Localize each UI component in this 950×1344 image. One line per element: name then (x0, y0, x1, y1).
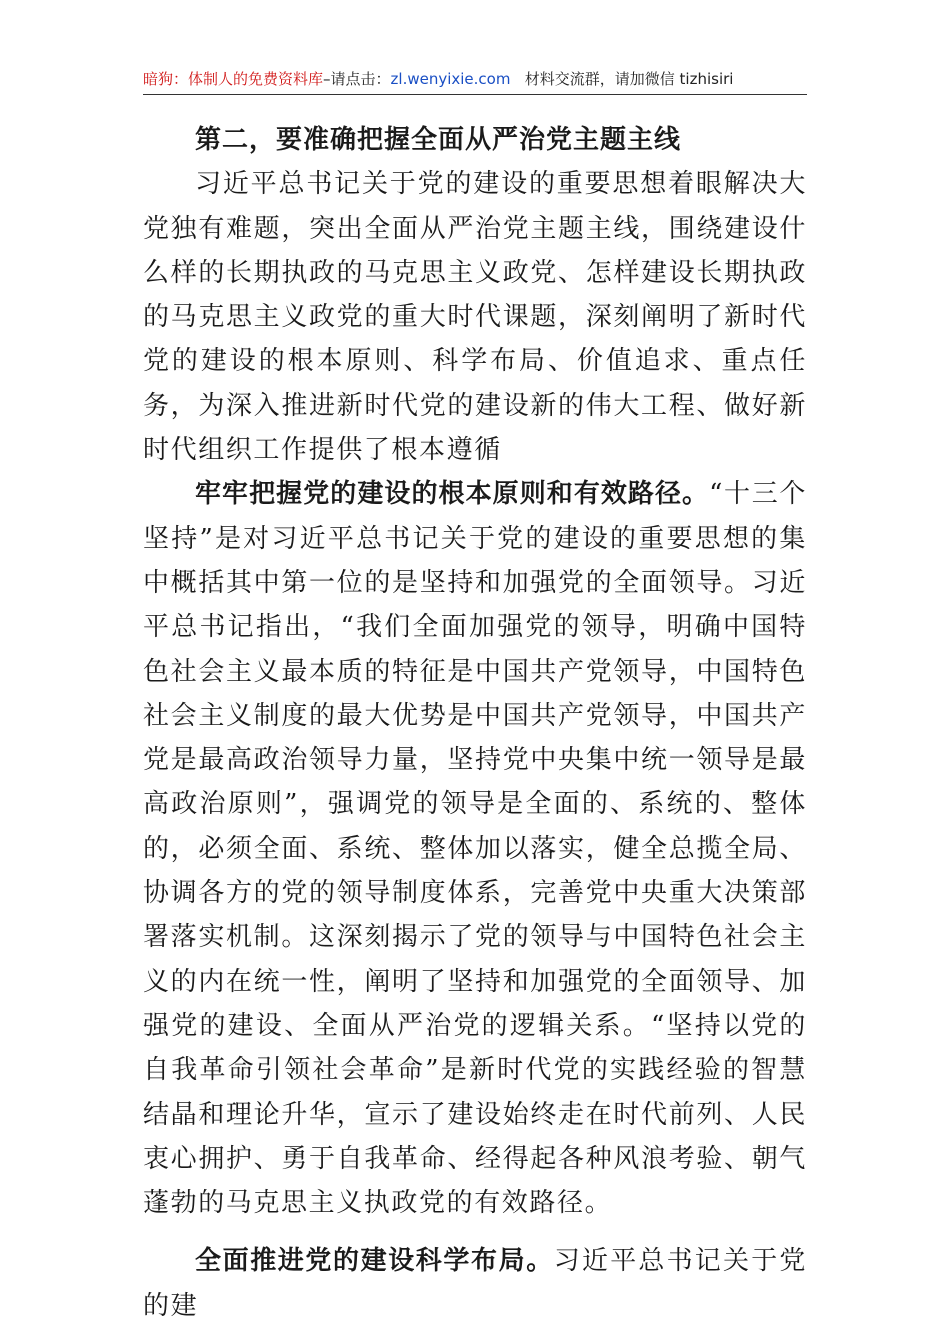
page-header (143, 66, 807, 95)
paragraph-3 (143, 1239, 807, 1328)
paragraph-2-body: “十三个坚持”是对习近平总书记关于党的建设的重要思想的集中概括其中第一位的是坚持和加强党的全面领导。习近平总书记指出，“我们全面加强党的领导，明确中国特色社会主义最本质的特征是中国共产党领导，中国特色社会主义制度的最大优势是中国共产党领导，中国共产党是最高政治领导力量，坚持党中央集中统一领导是最高政治原则”，强调党的领导是全面的、系统的、整体的，必须全面、系统、整体加以落实，健全总揽全局、协调各方的党的领导制度体系，完善党中央重大决策部署落实机制。这深刻揭示了党的领导与中国特色社会主义的内在统一性，阐明了坚持和加强党的全面领导、加强党的建设、全面从严治党的逻辑关系。“坚持以党的自我革命引领社会革命”是新时代党的实践经验的智慧结晶和理论升华，宣示了建设始终走在时代前列、人民衷心拥护、勇于自我革命、经得起各种风浪考验、朝气蓬勃的马克思主义执政党的有效路径。 (143, 479, 807, 1219)
header-contact: 材料交流群，请加微信 tizhisiri (524, 70, 734, 88)
document-body (143, 118, 807, 1328)
paragraph-2 (143, 472, 807, 1225)
header-brand: 暗狗：体制人的免费资料库 (143, 70, 324, 88)
section-heading: 第二，要准确把握全面从严治党主题主线 (195, 125, 682, 155)
header-dash: –请点击： (323, 70, 391, 88)
header-link[interactable]: zl.wenyixie.com (390, 70, 511, 88)
paragraph-3-lead: 全面推进党的建设科学布局。 (195, 1246, 554, 1277)
paragraph-1: 习近平总书记关于党的建设的重要思想着眼解决大党独有难题，突出全面从严治党主题主线，围绕建设什么样的长期执政的马克思主义政党、怎样建设长期执政的马克思主义政党的重大时代课题，深刻阐明了新时代党的建设的根本原则、科学布局、价值追求、重点任务，为深入推进新时代党的建设新的伟大工程、做好新时代组织工作提供了根本遵循 (143, 169, 807, 466)
paragraph-3-body: 习近平总书记关于党的建 (143, 1246, 807, 1321)
paragraph-2-lead: 牢牢把握党的建设的根本原则和有效路径。 (195, 479, 710, 510)
